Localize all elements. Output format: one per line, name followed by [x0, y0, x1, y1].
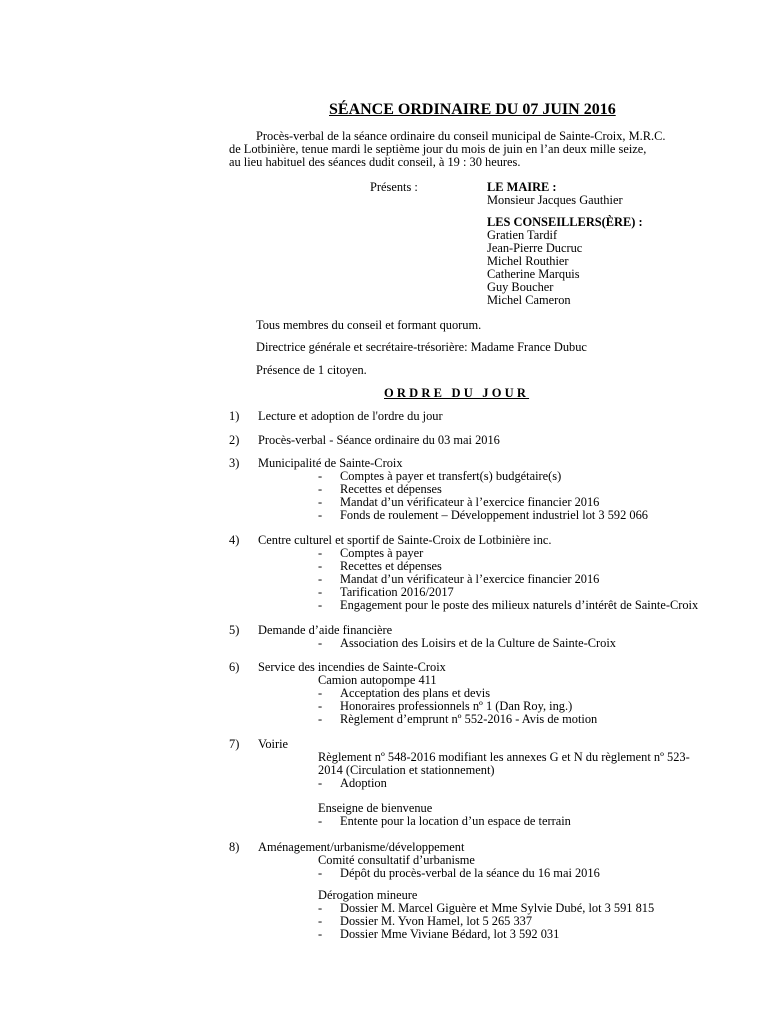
dash: -	[318, 776, 323, 790]
sub-item: Dossier M. Yvon Hamel, lot 5 265 337	[340, 914, 533, 928]
maire-heading: LE MAIRE :	[487, 180, 557, 194]
sub-heading: Enseigne de bienvenue	[318, 801, 433, 815]
dash: -	[318, 482, 323, 496]
sub-item: Engagement pour le poste des milieux naturels d’intérêt de Sainte-Croix	[340, 598, 699, 612]
agenda-item: Demande d’aide financière	[258, 623, 393, 637]
item-number: 8)	[229, 840, 240, 854]
intro-line-1: Procès-verbal de la séance ordinaire du conseil municipal de Sainte-Croix, M.R.C.	[256, 129, 666, 143]
conseillers-heading: LES CONSEILLERS(ÈRE) :	[487, 215, 643, 229]
agenda-item: Aménagement/urbanisme/développement	[258, 840, 465, 854]
conseiller-name: Jean-Pierre Ducruc	[487, 241, 583, 255]
item-number: 3)	[229, 456, 240, 470]
agenda-item: Centre culturel et sportif de Sainte-Croix de Lotbinière inc.	[258, 533, 552, 547]
sub-item: Recettes et dépenses	[340, 559, 442, 573]
dash: -	[318, 699, 323, 713]
dash: -	[318, 495, 323, 509]
item-number: 1)	[229, 409, 240, 423]
item-number: 2)	[229, 433, 240, 447]
dash: -	[318, 469, 323, 483]
sub-heading: Dérogation mineure	[318, 888, 418, 902]
conseiller-name: Guy Boucher	[487, 280, 554, 294]
dash: -	[318, 585, 323, 599]
page-title: SÉANCE ORDINAIRE DU 07 JUIN 2016	[329, 101, 616, 118]
sub-heading: Comité consultatif d’urbanisme	[318, 853, 475, 867]
sub-item: Honoraires professionnels nº 1 (Dan Roy, ing.)	[340, 699, 573, 713]
dash: -	[318, 927, 323, 941]
agenda-item: Lecture et adoption de l'ordre du jour	[258, 409, 443, 423]
dash: -	[318, 598, 323, 612]
sub-item: Mandat d’un vérificateur à l’exercice financier 2016	[340, 572, 600, 586]
sub-heading: Camion autopompe 411	[318, 673, 437, 687]
maire-name: Monsieur Jacques Gauthier	[487, 193, 623, 207]
dash: -	[318, 546, 323, 560]
agenda-item: Municipalité de Sainte-Croix	[258, 456, 403, 470]
presence-text: Présence de 1 citoyen.	[256, 363, 367, 377]
conseiller-name: Michel Cameron	[487, 293, 571, 307]
dash: -	[318, 572, 323, 586]
intro-line-3: au lieu habituel des séances dudit conseil, à 19 : 30 heures.	[229, 155, 521, 169]
dash: -	[318, 636, 323, 650]
dash: -	[318, 686, 323, 700]
directrice-text: Directrice générale et secrétaire-trésorière: Madame France Dubuc	[256, 340, 587, 354]
intro-line-2: de Lotbinière, tenue mardi le septième jour du mois de juin en l’an deux mille seize,	[229, 142, 647, 156]
sub-item: Dépôt du procès-verbal de la séance du 16 mai 2016	[340, 866, 600, 880]
sub-item: Dossier Mme Viviane Bédard, lot 3 592 031	[340, 927, 560, 941]
conseiller-name: Michel Routhier	[487, 254, 569, 268]
presents-label: Présents :	[370, 180, 418, 194]
conseiller-name: Gratien Tardif	[487, 228, 558, 242]
sub-item: Dossier M. Marcel Giguère et Mme Sylvie Dubé, lot 3 591 815	[340, 901, 655, 915]
sub-item: Acceptation des plans et devis	[340, 686, 491, 700]
conseiller-name: Catherine Marquis	[487, 267, 580, 281]
agenda-item: Procès-verbal - Séance ordinaire du 03 mai 2016	[258, 433, 500, 447]
agenda-item: Service des incendies de Sainte-Croix	[258, 660, 446, 674]
quorum-text: Tous membres du conseil et formant quorum.	[256, 318, 482, 332]
dash: -	[318, 814, 323, 828]
dash: -	[318, 508, 323, 522]
dash: -	[318, 712, 323, 726]
agenda-item: Voirie	[258, 737, 289, 751]
sub-item: Fonds de roulement – Développement industriel lot 3 592 066	[340, 508, 648, 522]
sub-heading: Règlement nº 548-2016 modifiant les annexes G et N du règlement nº 523-	[318, 750, 690, 764]
dash: -	[318, 914, 323, 928]
dash: -	[318, 866, 323, 880]
item-number: 5)	[229, 623, 240, 637]
item-number: 6)	[229, 660, 240, 674]
ordre-du-jour-heading: ORDRE DU JOUR	[384, 386, 530, 400]
sub-heading: 2014 (Circulation et stationnement)	[318, 763, 495, 777]
sub-item: Adoption	[340, 776, 387, 790]
sub-item: Mandat d’un vérificateur à l’exercice financier 2016	[340, 495, 600, 509]
sub-item: Règlement d’emprunt nº 552-2016 - Avis de motion	[340, 712, 598, 726]
item-number: 7)	[229, 737, 240, 751]
dash: -	[318, 559, 323, 573]
sub-item: Association des Loisirs et de la Culture de Sainte-Croix	[340, 636, 616, 650]
sub-item: Comptes à payer et transfert(s) budgétaire(s)	[340, 469, 562, 483]
dash: -	[318, 901, 323, 915]
sub-item: Tarification 2016/2017	[340, 585, 454, 599]
sub-item: Comptes à payer	[340, 546, 424, 560]
sub-item: Recettes et dépenses	[340, 482, 442, 496]
item-number: 4)	[229, 533, 240, 547]
sub-item: Entente pour la location d’un espace de terrain	[340, 814, 571, 828]
